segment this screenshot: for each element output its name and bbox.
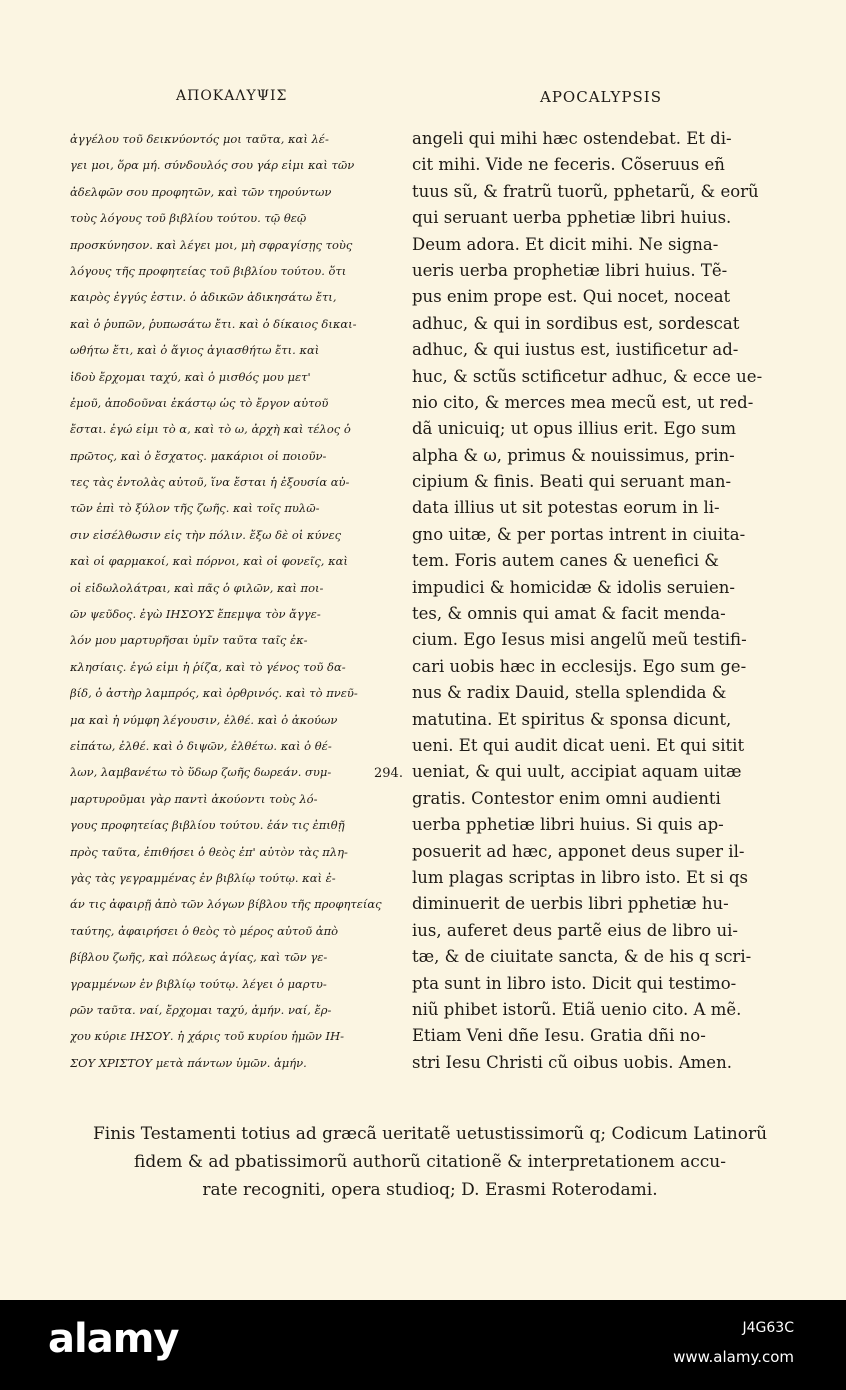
greek-text-line: ωθήτω ἔτι, καὶ ὁ ἅγιος ἁγιασθήτω ἔτι. καὶ xyxy=(70,343,320,358)
greek-text-line: ταύτης, ἀφαιρήσει ὁ θεὸς τὸ μέρος αὐτοῦ ἀπὸ xyxy=(70,923,339,938)
brand-logo: alamy xyxy=(48,1316,179,1362)
latin-text-line: qui seruant uerba pphetiæ libri huius. xyxy=(412,208,732,228)
latin-text-line: uerba pphetiæ libri huius. Si quis ap- xyxy=(412,815,724,835)
latin-text-line: posuerit ad hæc, apponet deus super il- xyxy=(412,841,745,861)
greek-text-line: ἔσται. ἐγώ εἰμι τὸ α, καὶ τὸ ω, ἀρχὴ καὶ τέλος ὁ xyxy=(70,422,351,437)
greek-text-line: καιρὸς ἐγγύς ἐστιν. ὁ ἀδικῶν ἀδικησάτω ἔτι, xyxy=(70,290,337,305)
latin-text-line: pus enim prope est. Qui nocet, noceat xyxy=(412,287,731,307)
greek-text-line: καὶ ὁ ῥυπῶν, ῥυπωσάτω ἔτι. καὶ ὁ δίκαιος δικαι- xyxy=(70,316,357,331)
greek-text-line: γους προφητείας βιβλίου τούτου. ἐάν τις ἐπιθῇ xyxy=(70,818,345,833)
latin-text-line: niũ phibet istorũ. Etiã uenio cito. A mẽ. xyxy=(412,999,742,1019)
greek-text-column xyxy=(70,126,390,1076)
greek-text-line: ἰδοὺ ἔρχομαι ταχύ, καὶ ὁ μισθός μου μετ' xyxy=(70,369,311,384)
colophon xyxy=(60,1120,800,1204)
latin-text-line: huc, & sctũs sctificetur adhuc, & ecce ue- xyxy=(412,366,763,386)
latin-text-line: dã unicuiq; ut opus illius erit. Ego sum xyxy=(412,419,737,439)
greek-text-line: προσκύνησον. καὶ λέγει μοι, μὴ σφραγίσῃς τοὺς xyxy=(70,237,353,252)
latin-running-head: APOCALYPSIS xyxy=(540,88,663,106)
latin-text-line: impudici & homicidæ & idolis seruien- xyxy=(412,577,735,597)
image-id-label: J4G63C xyxy=(742,1320,794,1336)
greek-text-line: καὶ οἱ φαρμακοί, καὶ πόρνοι, καὶ οἱ φονεῖς, καὶ xyxy=(70,554,348,569)
latin-text-column xyxy=(412,126,772,1076)
greek-running-head: ΑΠΟΚΑΛΥΨΙΣ xyxy=(176,88,288,104)
greek-text-line: βίβλου ζωῆς, καὶ πόλεως ἁγίας, καὶ τῶν γε- xyxy=(70,950,328,965)
greek-text-line: πρὸς ταῦτα, ἐπιθήσει ὁ θεὸς ἐπ' αὐτὸν τὰς πλη- xyxy=(70,844,348,859)
colophon-line: rate recogniti, opera studioq; D. Erasmi Roterodami. xyxy=(202,1180,658,1200)
latin-text-line: matutina. Et spiritus & sponsa dicunt, xyxy=(412,709,732,729)
greek-text-line: μα καὶ ἡ νύμφη λέγουσιν, ἐλθέ. καὶ ὁ ἀκούων xyxy=(70,712,338,727)
greek-text-line: άν τις ἀφαιρῇ ἀπὸ τῶν λόγων βίβλου τῆς προφητείας xyxy=(70,897,382,912)
latin-text-line: cit mihi. Vide ne feceris. Cõseruus eñ xyxy=(412,155,725,175)
greek-text-line: εἰπάτω, ἐλθέ. καὶ ὁ διψῶν, ἐλθέτω. καὶ ὁ θέ- xyxy=(70,738,332,753)
greek-text-line: πρῶτος, καὶ ὁ ἔσχατος. μακάριοι οἱ ποιοῦν- xyxy=(70,448,327,463)
greek-text-line: γει μοι, ὅρα μή. σύνδουλός σου γάρ εἰμι καὶ τῶν xyxy=(70,158,355,173)
greek-text-line: λόν μου μαρτυρῆσαι ὑμῖν ταῦτα ταῖς ἐκ- xyxy=(70,633,308,648)
latin-text-line: ueni. Et qui audit dicat ueni. Et qui sitit xyxy=(412,735,745,755)
greek-text-line: ρῶν ταῦτα. ναί, ἔρχομαι ταχύ, ἀμήν. ναί, ἔρ- xyxy=(70,1002,332,1017)
greek-text-line: λόγους τῆς προφητείας τοῦ βιβλίου τούτου. ὅτι xyxy=(70,263,347,278)
latin-text-line: gno uitæ, & per portas intrent in ciuita- xyxy=(412,524,746,544)
latin-text-line: adhuc, & qui iustus est, iustificetur ad- xyxy=(412,340,739,360)
latin-text-line: nio cito, & merces mea mecũ est, ut red- xyxy=(412,392,754,412)
colophon-line: fidem & ad pbatissimorũ authorũ citationẽ & interpretationem accu- xyxy=(134,1152,726,1172)
latin-text-line: Deum adora. Et dicit mihi. Ne signa- xyxy=(412,234,719,254)
greek-text-line: κλησίαις. ἐγώ εἰμι ἡ ῥίζα, καὶ τὸ γένος τοῦ δα- xyxy=(70,659,346,674)
latin-text-line: diminuerit de uerbis libri pphetiæ hu- xyxy=(412,894,729,914)
latin-text-line: pta sunt in libro isto. Dicit qui testimo- xyxy=(412,973,737,993)
greek-text-line: ΣΟΥ ΧΡΙΣΤΟΥ μετὰ πάντων ὑμῶν. ἀμήν. xyxy=(70,1055,307,1070)
latin-text-line: stri Iesu Christi cũ oibus uobis. Amen. xyxy=(412,1052,732,1072)
latin-text-line: Etiam Veni dñe Iesu. Gratia dñi no- xyxy=(412,1026,706,1046)
greek-text-line: χου κύριε ΙΗΣΟΥ. ἡ χάρις τοῦ κυρίου ἡμῶν ΙΗ- xyxy=(70,1029,344,1044)
latin-text-line: tes, & omnis qui amat & facit menda- xyxy=(412,604,726,624)
latin-text-line: cipium & finis. Beati qui seruant man- xyxy=(412,472,732,492)
colophon-line: Finis Testamenti totius ad græcã ueritatẽ uetustissimorũ q; Codicum Latinorũ xyxy=(92,1124,768,1144)
latin-text-line: gratis. Contestor enim omni audienti xyxy=(412,788,721,808)
greek-text-line: τῶν ἐπὶ τὸ ξύλον τῆς ζωῆς. καὶ τοῖς πυλῶ- xyxy=(70,501,320,516)
greek-text-line: βίδ, ὁ ἀστὴρ λαμπρός, καὶ ὀρθρινός. καὶ τὸ πνεῦ- xyxy=(70,686,358,701)
latin-text-line: adhuc, & qui in sordibus est, sordescat xyxy=(412,313,740,333)
greek-text-line: τες τὰς ἐντολὰς αὐτοῦ, ἵνα ἔσται ἡ ἐξουσία αὐ- xyxy=(70,475,350,490)
latin-text-line: lum plagas scriptas in libro isto. Et si qs xyxy=(412,867,748,887)
latin-text-line: data illius ut sit potestas eorum in li- xyxy=(412,498,720,518)
latin-text-line: alpha & ω, primus & nouissimus, prin- xyxy=(412,445,735,465)
greek-text-line: ἀγγέλου τοῦ δεικνύοντός μοι ταῦτα, καὶ λέ- xyxy=(70,132,329,146)
latin-text-line: cari uobis hæc in ecclesijs. Ego sum ge- xyxy=(412,656,747,676)
latin-text-line: angeli qui mihi hæc ostendebat. Et di- xyxy=(412,129,732,148)
latin-text-line: tuus sũ, & fratrũ tuorũ, pphetarũ, & eorũ xyxy=(412,181,759,201)
latin-text-line: ueniat, & qui uult, accipiat aquam uitæ xyxy=(412,762,742,782)
latin-text-line: ueris uerba prophetiæ libri huius. Tẽ- xyxy=(412,260,728,280)
greek-text-line: ἐμοῦ, ἀποδοῦναι ἑκάστῳ ὡς τὸ ἔργον αὐτοῦ xyxy=(70,395,329,410)
site-url-label: www.alamy.com xyxy=(673,1348,794,1366)
latin-text-line: cium. Ego Iesus misi angelũ meũ testifi- xyxy=(412,630,747,650)
latin-text-line: nus & radix Dauid, stella splendida & xyxy=(412,683,727,703)
greek-text-line: λων, λαμβανέτω τὸ ὕδωρ ζωῆς δωρεάν. συμ- xyxy=(70,765,332,780)
latin-text-line: ius, auferet deus partẽ eius de libro ui- xyxy=(412,920,738,940)
greek-text-line: σιν εἰσέλθωσιν εἰς τὴν πόλιν. ἔξω δὲ οἱ κύνες xyxy=(70,527,342,542)
watermark-footer xyxy=(0,1300,846,1390)
greek-text-line: τοὺς λόγους τοῦ βιβλίου τούτου. τῷ θεῷ xyxy=(70,211,307,226)
greek-text-line: γραμμένων ἐν βιβλίῳ τούτῳ. λέγει ὁ μαρτυ- xyxy=(70,976,327,991)
greek-text-line: οἱ εἰδωλολάτραι, καὶ πᾶς ὁ φιλῶν, καὶ ποι- xyxy=(70,580,324,595)
greek-text-line: γὰς τὰς γεγραμμένας ἐν βιβλίῳ τούτῳ. καὶ ἐ- xyxy=(70,870,336,885)
greek-text-line: ῶν ψεῦδος. ἐγὼ ΙΗΣΟΥΣ ἔπεμψα τὸν ἄγγε- xyxy=(70,607,321,622)
latin-text-line: tem. Foris autem canes & uenefici & xyxy=(412,551,719,571)
folio-number: 294. xyxy=(374,766,403,781)
greek-text-line: μαρτυροῦμαι γὰρ παντὶ ἀκούοντι τοὺς λό- xyxy=(70,791,318,806)
greek-text-line: ἀδελφῶν σου προφητῶν, καὶ τῶν τηρούντων xyxy=(70,184,332,199)
latin-text-line: tæ, & de ciuitate sancta, & de his q scri- xyxy=(412,947,752,967)
